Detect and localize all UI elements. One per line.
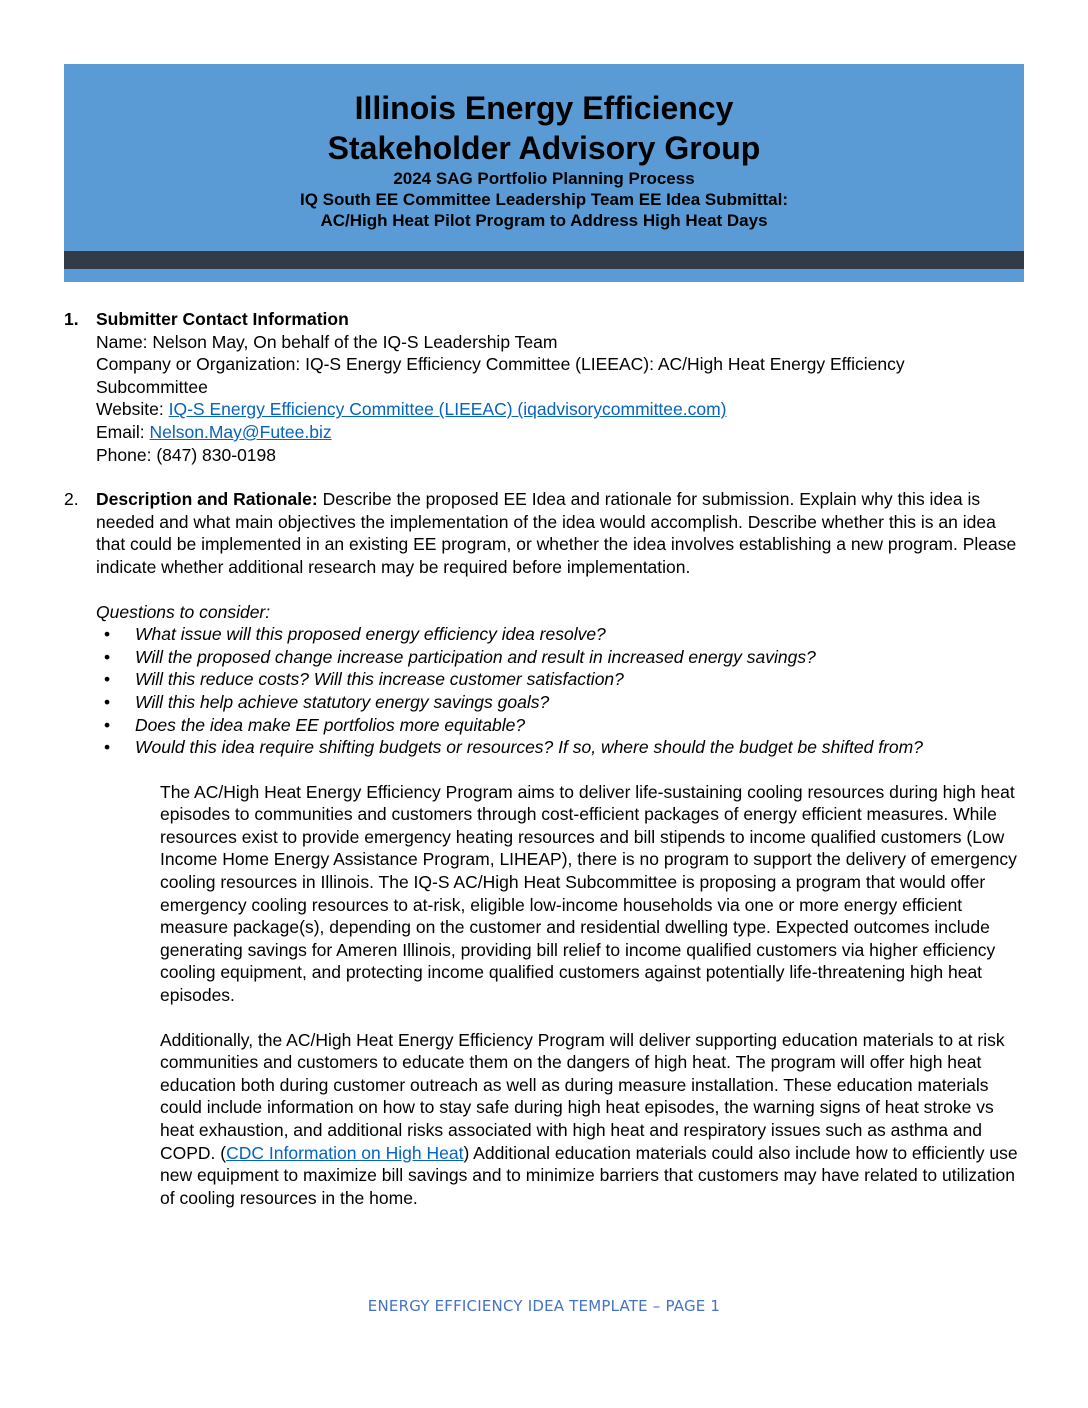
subtitle-line-3: AC/High Heat Pilot Program to Address High Heat Days: [320, 211, 768, 230]
subtitle-line-2: IQ South EE Committee Leadership Team EE Idea Submittal:: [299, 190, 789, 209]
subtitle-line-1: 2024 SAG Portfolio Planning Process: [393, 169, 695, 188]
section-number: 2.: [64, 489, 79, 510]
list-item: • Would this idea require shifting budgets or resources? If so, where should the budget be shifted from?: [104, 737, 923, 758]
cdc-link[interactable]: CDC Information on High Heat: [226, 1142, 464, 1163]
list-item: • Does the idea make EE portfolios more equitable?: [104, 714, 526, 735]
questions-list: [64, 623, 1024, 759]
header-text: [64, 88, 1024, 231]
section-intro: Description and Rationale: Describe the proposed EE Idea and rationale for submission. Explain why this idea is needed and what main objectives the implementation of the idea would accomplish. Describe whether this is an idea that could be implemented in an existing EE program, or whether the idea involves establishing a new program. Please indicate whether additional research may be required before implementation.: [96, 489, 1017, 577]
email-link[interactable]: Nelson.May@Futee.biz: [149, 421, 332, 442]
section-heading: Description and Rationale:: [96, 489, 318, 510]
section-contact-info: [64, 308, 1024, 466]
section-heading: Submitter Contact Information: [96, 309, 349, 329]
title-line-1: Illinois Energy Efficiency: [354, 90, 734, 126]
section-number: 1.: [64, 309, 79, 329]
header-divider-bar: [64, 251, 1024, 269]
paragraph-program-description: The AC/High Heat Energy Efficiency Program aims to deliver life-sustaining cooling resources during high heat episodes to communities and customers through cost-efficient packages of energy efficient measures. While resources exist to provide emergency heating resources and bill stipends to income qualified customers (Low Income Home Energy Assistance Program, LIHEAP), there is no program to support the delivery of emergency cooling resources in Illinois. The IQ-S AC/High Heat Subcommittee is proposing a program that would offer emergency cooling resources to at-risk, eligible low-income households via one or more energy efficient measure package(s), depending on the customer and residential dwelling type. Expected outcomes include generating savings for Ameren Illinois, providing bill relief to income qualified customers via higher efficiency cooling equipment, and protecting income qualified customers against potentially life-threatening high heat episodes.: [160, 781, 1017, 1006]
submitter-website: Website: IQ-S Energy Efficiency Committee (LIEEAC) (iqadvisorycommittee.com): [96, 399, 727, 420]
paragraph-education: Additionally, the AC/High Heat Energy Efficiency Program will deliver supporting education materials to at risk communities and customers to educate them on the dangers of high heat. The program will offer high heat education both during customer outreach as well as during measure installation. These education materials could include information on how to stay safe during high heat episodes, the warning signs of heat stroke vs heat exhaustion, and additional risks associated with high heat and respiratory issues such as asthma and COPD. (CDC Information on High Heat) Additional education materials could also include how to efficiently use new equipment to maximize bill savings and to minimize barriers that customers may have related to utilization of cooling resources in the home.: [160, 1029, 1018, 1208]
list-item: • Will the proposed change increase participation and result in increased energy savings?: [104, 646, 816, 667]
list-item: • Will this help achieve statutory energy savings goals?: [104, 691, 550, 712]
submitter-name: Name: Nelson May, On behalf of the IQ-S Leadership Team: [96, 331, 558, 352]
section-description: [64, 488, 1024, 623]
document-body: [64, 308, 1024, 1209]
questions-title: Questions to consider:: [96, 601, 271, 622]
list-item: • Will this reduce costs? Will this increase customer satisfaction?: [104, 669, 624, 690]
header-banner: [64, 64, 1024, 282]
submitter-company: Company or Organization: IQ-S Energy Efficiency Committee (LIEEAC): AC/High Heat Energy Efficiency Subcommittee: [96, 354, 905, 397]
submitter-phone: Phone: (847) 830-0198: [96, 444, 276, 465]
list-item: • What issue will this proposed energy efficiency idea resolve?: [104, 624, 606, 645]
submitter-email: Email: Nelson.May@Futee.biz: [96, 421, 332, 442]
page-footer: ENERGY EFFICIENCY IDEA TEMPLATE – PAGE 1: [367, 1297, 721, 1315]
title-line-2: Stakeholder Advisory Group: [327, 130, 761, 166]
website-link[interactable]: IQ-S Energy Efficiency Committee (LIEEAC) (iqadvisorycommittee.com): [168, 399, 727, 420]
